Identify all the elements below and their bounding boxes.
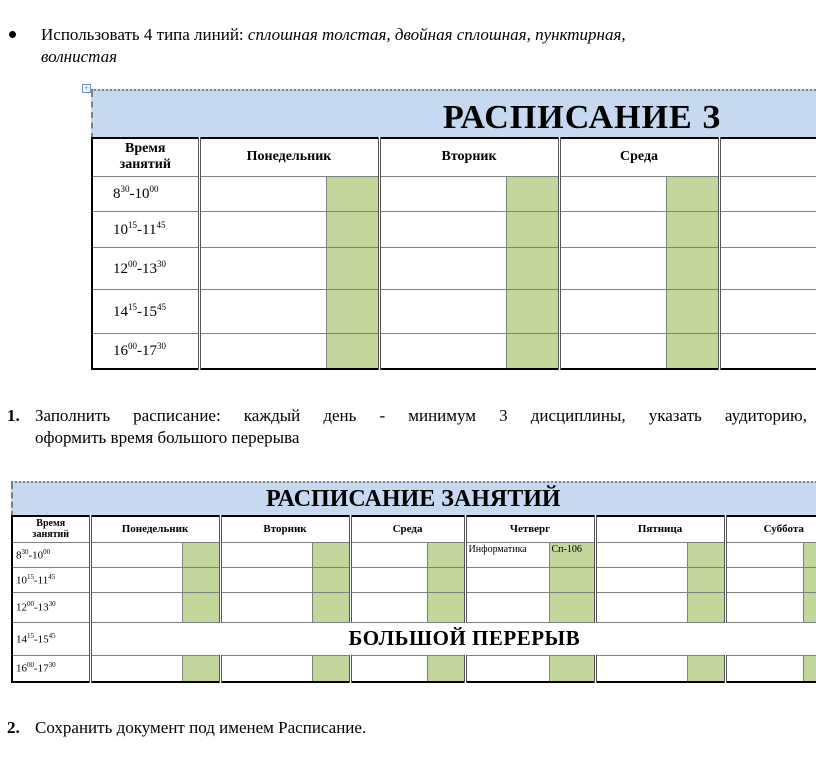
table2-header-monday: Понедельник	[90, 516, 220, 542]
bullet-text: Использовать 4 типа линий:	[41, 25, 248, 44]
bullet-marker	[9, 31, 16, 38]
cell-room[interactable]	[687, 655, 725, 682]
step1-paragraph	[7, 405, 807, 449]
cell[interactable]	[90, 567, 182, 592]
table1-header-monday: Понедельник	[199, 138, 379, 176]
cell[interactable]	[559, 333, 666, 369]
cell-room[interactable]	[506, 247, 559, 289]
cell-room[interactable]	[312, 592, 350, 622]
table1-header-time: Время занятий	[92, 138, 199, 176]
cell[interactable]	[350, 542, 427, 567]
step1-number: 1.	[7, 406, 20, 425]
cell-room[interactable]	[182, 655, 220, 682]
cell[interactable]	[465, 567, 549, 592]
bullet-italic-text: сплошная толстая, двойная сплошная, пунктирная,	[247, 25, 626, 44]
cell-room[interactable]	[182, 592, 220, 622]
cell[interactable]	[725, 567, 803, 592]
cell-room[interactable]	[666, 333, 719, 369]
table-row	[12, 592, 816, 622]
cell-room[interactable]	[326, 211, 379, 247]
table2-title-bar	[11, 481, 816, 515]
cell-room[interactable]	[687, 567, 725, 592]
cell[interactable]	[719, 176, 816, 211]
cell[interactable]	[350, 655, 427, 682]
cell[interactable]	[379, 176, 506, 211]
cell-room[interactable]	[803, 592, 816, 622]
time-cell: $14^{15}-15^{45}$	[92, 289, 199, 333]
cell[interactable]	[595, 592, 687, 622]
cell[interactable]	[90, 542, 182, 567]
cell[interactable]	[199, 211, 326, 247]
cell-room[interactable]	[427, 592, 465, 622]
time-cell: $8^{30}-10^{00}$	[12, 542, 90, 567]
cell[interactable]	[719, 289, 816, 333]
cell-room[interactable]	[666, 247, 719, 289]
cell[interactable]	[719, 247, 816, 289]
cell[interactable]	[199, 247, 326, 289]
table-row	[12, 567, 816, 592]
cell[interactable]	[220, 655, 312, 682]
cell[interactable]	[220, 542, 312, 567]
cell-room[interactable]	[312, 567, 350, 592]
cell-room[interactable]	[427, 567, 465, 592]
cell-room[interactable]	[687, 592, 725, 622]
cell[interactable]	[220, 567, 312, 592]
cell-room[interactable]	[506, 289, 559, 333]
table-row	[92, 247, 816, 289]
cell-room[interactable]	[687, 542, 725, 567]
table2-header-tuesday: Вторник	[220, 516, 350, 542]
cell[interactable]	[559, 289, 666, 333]
cell[interactable]	[379, 211, 506, 247]
time-cell: $14^{15}-15^{45}$	[12, 622, 90, 655]
time-cell: $16^{00}-17^{30}$	[92, 333, 199, 369]
cell[interactable]	[90, 592, 182, 622]
cell-room[interactable]	[326, 176, 379, 211]
cell[interactable]	[199, 289, 326, 333]
cell-room[interactable]	[427, 655, 465, 682]
cell[interactable]	[719, 333, 816, 369]
cell-room[interactable]	[506, 176, 559, 211]
cell-room[interactable]	[803, 655, 816, 682]
table-row	[12, 655, 816, 682]
cell[interactable]	[725, 592, 803, 622]
table-row	[12, 542, 816, 567]
cell-room[interactable]	[182, 567, 220, 592]
cell-room[interactable]	[803, 567, 816, 592]
cell[interactable]	[379, 333, 506, 369]
time-cell: $12^{00}-13^{30}$	[92, 247, 199, 289]
table-row	[92, 333, 816, 369]
cell-room[interactable]	[803, 542, 816, 567]
table2-header-saturday: Суббота	[725, 516, 816, 542]
table-row	[12, 622, 816, 655]
table2-grid	[11, 515, 816, 683]
cell[interactable]	[595, 655, 687, 682]
cell[interactable]	[595, 567, 687, 592]
time-cell: $8^{30}-10^{00}$	[92, 176, 199, 211]
room-cell[interactable]: Сп-106	[549, 542, 595, 567]
cell[interactable]	[725, 655, 803, 682]
step1-line2: оформить время большого перерыва	[35, 428, 300, 447]
cell[interactable]	[719, 211, 816, 247]
table2-header-time: Время занятий	[12, 516, 90, 542]
table1-header-cut	[719, 138, 816, 176]
step2-paragraph	[7, 717, 807, 739]
cell[interactable]	[199, 333, 326, 369]
table2-header-thursday: Четверг	[465, 516, 595, 542]
cell[interactable]	[465, 592, 549, 622]
table1-header-tuesday: Вторник	[379, 138, 559, 176]
table1-grid	[91, 137, 816, 370]
cell[interactable]	[559, 211, 666, 247]
subject-cell[interactable]: Информатика	[465, 542, 549, 567]
cell[interactable]	[465, 655, 549, 682]
cell[interactable]	[559, 176, 666, 211]
cell-room[interactable]	[427, 542, 465, 567]
table-anchor-icon[interactable]: +	[83, 84, 90, 92]
cell-room[interactable]	[506, 211, 559, 247]
cell[interactable]	[220, 592, 312, 622]
break-cell[interactable]: БОЛЬШОЙ ПЕРЕРЫВ	[90, 622, 816, 655]
time-cell: $16^{00}-17^{30}$	[12, 655, 90, 682]
cell[interactable]	[350, 592, 427, 622]
table-row	[92, 289, 816, 333]
cell-room[interactable]	[326, 289, 379, 333]
cell[interactable]	[379, 247, 506, 289]
bullet-paragraph	[41, 24, 811, 68]
cell[interactable]	[595, 542, 687, 567]
table-row	[92, 211, 816, 247]
cell[interactable]	[90, 655, 182, 682]
cell-room[interactable]	[326, 247, 379, 289]
table-row	[92, 176, 816, 211]
table1-header-wednesday: Среда	[559, 138, 719, 176]
table1-title: РАСПИСАНИЕ З	[443, 99, 722, 136]
cell[interactable]	[350, 567, 427, 592]
cell[interactable]	[559, 247, 666, 289]
cell-room[interactable]	[666, 176, 719, 211]
cell-room[interactable]	[549, 655, 595, 682]
time-cell: $10^{15}-11^{45}$	[12, 567, 90, 592]
table1-title-bar	[91, 89, 816, 137]
cell-room[interactable]	[326, 333, 379, 369]
schedule-table-2	[11, 481, 816, 687]
cell-room[interactable]	[666, 211, 719, 247]
step1-line1: Заполнить расписание: каждый день - минимум 3 дисциплины, указать аудиторию,	[35, 406, 807, 425]
cell[interactable]	[725, 542, 803, 567]
cell[interactable]	[199, 176, 326, 211]
table2-title: РАСПИСАНИЕ ЗАНЯТИЙ	[266, 486, 561, 512]
step2-text: Сохранить документ под именем Расписание.	[35, 718, 367, 737]
time-cell: $10^{15}-11^{45}$	[92, 211, 199, 247]
table2-header-friday: Пятница	[595, 516, 725, 542]
bullet-italic-text-2: волнистая	[41, 47, 118, 66]
table2-header-wednesday: Среда	[350, 516, 465, 542]
cell-room[interactable]	[549, 567, 595, 592]
cell[interactable]	[379, 289, 506, 333]
time-cell: $12^{00}-13^{30}$	[12, 592, 90, 622]
cell-room[interactable]	[312, 655, 350, 682]
cell-room[interactable]	[312, 542, 350, 567]
cell-room[interactable]	[182, 542, 220, 567]
schedule-table-1	[91, 89, 816, 372]
cell-room[interactable]	[549, 592, 595, 622]
step2-number: 2.	[7, 718, 20, 737]
cell-room[interactable]	[506, 333, 559, 369]
cell-room[interactable]	[666, 289, 719, 333]
